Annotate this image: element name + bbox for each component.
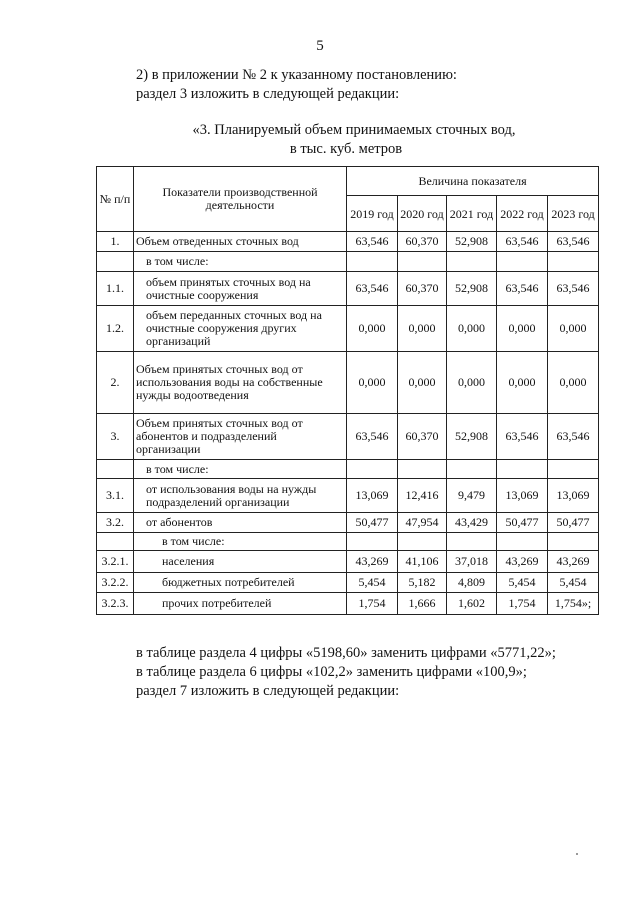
row-value: 52,908 <box>447 272 497 306</box>
row-value: 1,666 <box>398 593 447 615</box>
row-value: 1,602 <box>447 593 497 615</box>
row-value: 63,546 <box>497 414 548 460</box>
row-value: 4,809 <box>447 573 497 593</box>
row-value <box>398 533 447 551</box>
row-value <box>548 460 599 479</box>
row-label: объем принятых сточных вод на очистные сооружения <box>134 272 347 306</box>
year-header: 2021 год <box>447 196 497 232</box>
row-label: Объем принятых сточных вод от абонентов и подразделений организации <box>134 414 347 460</box>
table-row <box>97 533 599 551</box>
row-value: 63,546 <box>548 272 599 306</box>
row-value <box>497 533 548 551</box>
table-row <box>97 551 599 573</box>
row-value <box>497 460 548 479</box>
row-value: 0,000 <box>497 306 548 352</box>
row-value <box>548 252 599 272</box>
row-value: 63,546 <box>347 414 398 460</box>
row-value: 63,546 <box>347 232 398 252</box>
row-value: 63,546 <box>548 232 599 252</box>
row-label: населения <box>134 551 347 573</box>
closing-line: в таблице раздела 4 цифры «5198,60» заменить цифрами «5771,22»; <box>136 645 556 661</box>
row-label: прочих потребителей <box>134 593 347 615</box>
table-subtitle: в тыс. куб. метров <box>289 141 403 157</box>
row-value: 43,429 <box>447 513 497 533</box>
row-value: 1,754 <box>347 593 398 615</box>
row-number <box>97 252 134 272</box>
row-value <box>347 460 398 479</box>
row-number: 3.2.3. <box>97 593 134 615</box>
row-value <box>447 533 497 551</box>
row-value: 63,546 <box>497 232 548 252</box>
row-value: 43,269 <box>497 551 548 573</box>
row-value: 43,269 <box>548 551 599 573</box>
closing-line: раздел 7 изложить в следующей редакции: <box>136 683 400 699</box>
row-value: 9,479 <box>447 479 497 513</box>
row-value: 0,000 <box>347 352 398 414</box>
row-value: 63,546 <box>497 272 548 306</box>
row-number: 3.2.1. <box>97 551 134 573</box>
row-label: в том числе: <box>134 460 347 479</box>
closing-line: в таблице раздела 6 цифры «102,2» заменить цифрами «100,9»; <box>136 664 527 680</box>
row-value: 43,269 <box>347 551 398 573</box>
row-value: 1,754 <box>497 593 548 615</box>
row-value: 5,454 <box>347 573 398 593</box>
table-row <box>97 573 599 593</box>
table-title: «3. Планируемый объем принимаемых сточных вод, <box>192 122 516 138</box>
row-value: 5,454 <box>497 573 548 593</box>
header-indicator: Показатели производственной деятельности <box>134 167 347 232</box>
data-table <box>96 166 599 615</box>
row-value: 41,106 <box>398 551 447 573</box>
header-value: Величина показателя <box>347 167 599 196</box>
row-label: в том числе: <box>134 252 347 272</box>
row-label: от абонентов <box>134 513 347 533</box>
table-row <box>97 414 599 460</box>
row-value: 60,370 <box>398 414 447 460</box>
row-value: 63,546 <box>347 272 398 306</box>
intro-line: 2) в приложении № 2 к указанному постановлению: <box>136 67 457 83</box>
scan-speck <box>576 853 578 855</box>
row-number: 3.2. <box>97 513 134 533</box>
row-value: 13,069 <box>497 479 548 513</box>
row-label: объем переданных сточных вод на очистные сооружения других организаций <box>134 306 347 352</box>
row-value: 13,069 <box>347 479 398 513</box>
table-row <box>97 232 599 252</box>
row-value: 60,370 <box>398 232 447 252</box>
row-value: 63,546 <box>548 414 599 460</box>
row-value: 0,000 <box>347 306 398 352</box>
table-row <box>97 479 599 513</box>
row-label: от использования воды на нужды подразделений организации <box>134 479 347 513</box>
row-number <box>97 533 134 551</box>
row-value: 0,000 <box>548 306 599 352</box>
page-number: 5 <box>316 38 324 54</box>
row-number: 3.2.2. <box>97 573 134 593</box>
row-value: 13,069 <box>548 479 599 513</box>
table-row <box>97 460 599 479</box>
row-value: 47,954 <box>398 513 447 533</box>
row-value: 0,000 <box>548 352 599 414</box>
row-value <box>347 533 398 551</box>
row-label: в том числе: <box>134 533 347 551</box>
row-value: 50,477 <box>347 513 398 533</box>
row-value: 5,182 <box>398 573 447 593</box>
row-number: 1. <box>97 232 134 252</box>
row-value: 1,754»; <box>548 593 599 615</box>
row-value: 0,000 <box>447 306 497 352</box>
row-value <box>548 533 599 551</box>
row-value: 0,000 <box>497 352 548 414</box>
row-value: 5,454 <box>548 573 599 593</box>
table-row <box>97 306 599 352</box>
row-number: 1.2. <box>97 306 134 352</box>
row-value: 60,370 <box>398 272 447 306</box>
row-value <box>398 460 447 479</box>
row-number: 3. <box>97 414 134 460</box>
row-value <box>447 460 497 479</box>
row-value <box>347 252 398 272</box>
year-header: 2022 год <box>497 196 548 232</box>
year-header: 2019 год <box>347 196 398 232</box>
row-value <box>497 252 548 272</box>
row-value <box>398 252 447 272</box>
closing-text <box>136 644 556 701</box>
header-num: № п/п <box>97 167 134 232</box>
row-number: 1.1. <box>97 272 134 306</box>
row-value: 50,477 <box>497 513 548 533</box>
row-value: 0,000 <box>447 352 497 414</box>
row-value: 0,000 <box>398 352 447 414</box>
year-header: 2020 год <box>398 196 447 232</box>
row-number: 3.1. <box>97 479 134 513</box>
row-value <box>447 252 497 272</box>
year-header: 2023 год <box>548 196 599 232</box>
table-row <box>97 352 599 414</box>
row-value: 0,000 <box>398 306 447 352</box>
row-label: бюджетных потребителей <box>134 573 347 593</box>
table-row <box>97 513 599 533</box>
row-value: 50,477 <box>548 513 599 533</box>
row-value: 52,908 <box>447 232 497 252</box>
intro-text <box>136 66 457 104</box>
row-value: 37,018 <box>447 551 497 573</box>
table-row <box>97 252 599 272</box>
table-row <box>97 272 599 306</box>
row-label: Объем отведенных сточных вод <box>134 232 347 252</box>
row-label: Объем принятых сточных вод от использования воды на собственные нужды водоотведения <box>134 352 347 414</box>
row-value: 12,416 <box>398 479 447 513</box>
row-number <box>97 460 134 479</box>
row-number: 2. <box>97 352 134 414</box>
row-value: 52,908 <box>447 414 497 460</box>
table-row <box>97 593 599 615</box>
intro-line: раздел 3 изложить в следующей редакции: <box>136 86 400 102</box>
